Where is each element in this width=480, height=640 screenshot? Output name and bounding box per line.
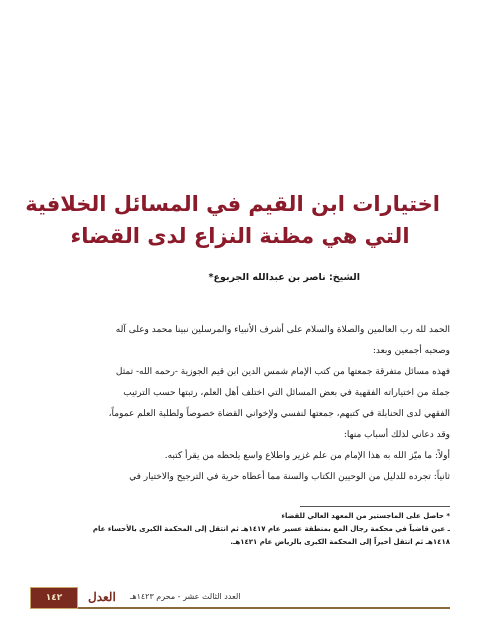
footnote-line: ١٤١٨هـ ثم انتقل أخيراً إلى المحكمة الكبرى بالرياض عام ١٤٢١هـ.: [230, 538, 450, 546]
body-line: وقد دعاني لذلك أسباب منها:: [343, 430, 450, 440]
title-line-2: التي هي مظنة النزاع لدى القضاء: [70, 224, 410, 248]
body-line: جملة من اختياراته الفقهية في بعض المسائل التي اختلف أهل العلم، رتبتها حسب الترتيب: [123, 388, 450, 398]
body-line: الفقهي لدى الحنابلة في كتبهم، جمعتها لنفسي ولإخواني القضاة خصوصاً ولطلبة العلم عموماً،: [108, 409, 450, 419]
footer-rule: [30, 607, 450, 609]
body-line: فهذه مسائل متفرقة جمعتها من كتب الإمام شمس الدين ابن قيم الجوزية -رحمه الله- تمثل: [115, 367, 450, 377]
footnote-line: * حاصل على الماجستير من المعهد العالي للقضاء: [281, 512, 450, 520]
page-footer: [30, 587, 450, 613]
body-line: الحمد لله رب العالمين والصلاة والسلام على أشرف الأنبياء والمرسلين نبينا محمد وعلى آله: [115, 325, 450, 335]
title-line-1: اختيارات ابن القيم في المسائل الخلافية: [25, 192, 440, 216]
journal-logo: العدل: [88, 590, 116, 604]
body-line: وصحبه أجمعين وبعد:: [372, 346, 450, 356]
body-line: أولاً: ما ميّز الله به هذا الإمام من علم غزير واطلاع واسع يلحظه من يقرأ كتبه.: [164, 451, 450, 461]
article-title: [25, 188, 440, 252]
body-line: ثانياً: تجرده للدليل من الوحيين الكتاب والسنة مما أعطاه حرية في الترجيح والاختيار في: [129, 472, 450, 482]
issue-info: العدد الثالث عشر - محرم ١٤٢٣هـ: [130, 592, 241, 601]
footnotes: [30, 510, 450, 549]
page-number-badge: ١٤٢: [30, 587, 78, 609]
footnote-divider: [300, 506, 450, 507]
author-line: الشيخ: ناصر بن عبدالله الجربوع*: [208, 272, 360, 283]
article-body: [30, 320, 450, 488]
footnote-line: ـ عين قاضياً في محكمة رجال المع بمنطقة عسير عام ١٤١٧هـ ثم انتقل إلى المحكمة الكبرى بالأحساء عام: [92, 525, 450, 533]
